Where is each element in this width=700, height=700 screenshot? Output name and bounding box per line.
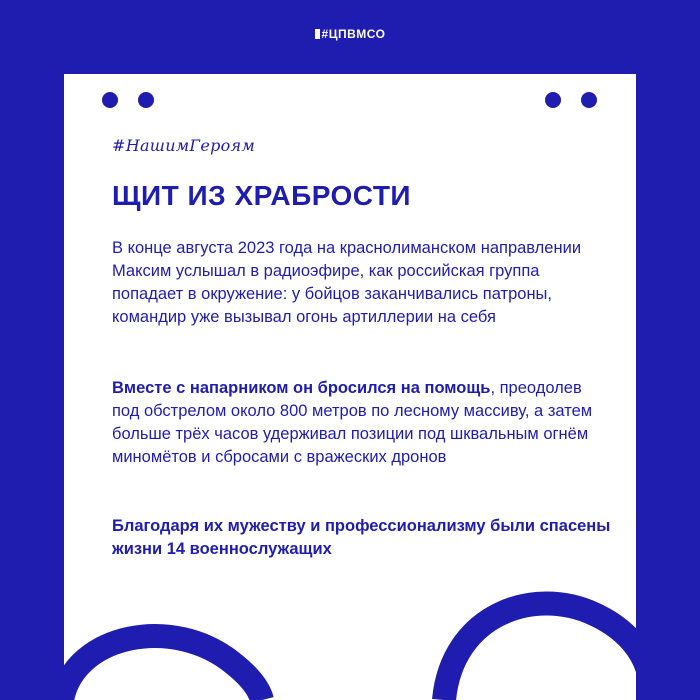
brand-logo-icon — [315, 29, 320, 39]
brand-handle — [0, 27, 700, 41]
brand-handle-text: #ЦПВМСО — [321, 27, 386, 41]
story-paragraph-1: В конце августа 2023 года на краснолиманском направлении Максим услышал в радиоэфире, как российская группа попадает в окружение: у бойцов заканчивались патроны, командир уже вызывал огонь артиллерии на себя — [112, 239, 582, 326]
hashtag-label: #НашимГероям — [112, 136, 256, 155]
content-card — [64, 74, 636, 700]
story-paragraph-2-text: , преодолев под обстрелом около 800 метров по лесному массиву, а затем больше трёх часов удерживал позиции под шквальным огнём миномётов и сбросами с вражеских дронов — [112, 379, 593, 466]
story-paragraph-3: Благодаря их мужеству и профессионализму были спасены жизни 14 военнослужащих — [112, 517, 611, 558]
story-paragraph-2-highlight: Вместе с напарником он бросился на помощь — [112, 379, 491, 397]
decorative-curves-icon — [64, 74, 636, 700]
page-title: ЩИТ ИЗ ХРАБРОСТИ — [112, 180, 412, 211]
